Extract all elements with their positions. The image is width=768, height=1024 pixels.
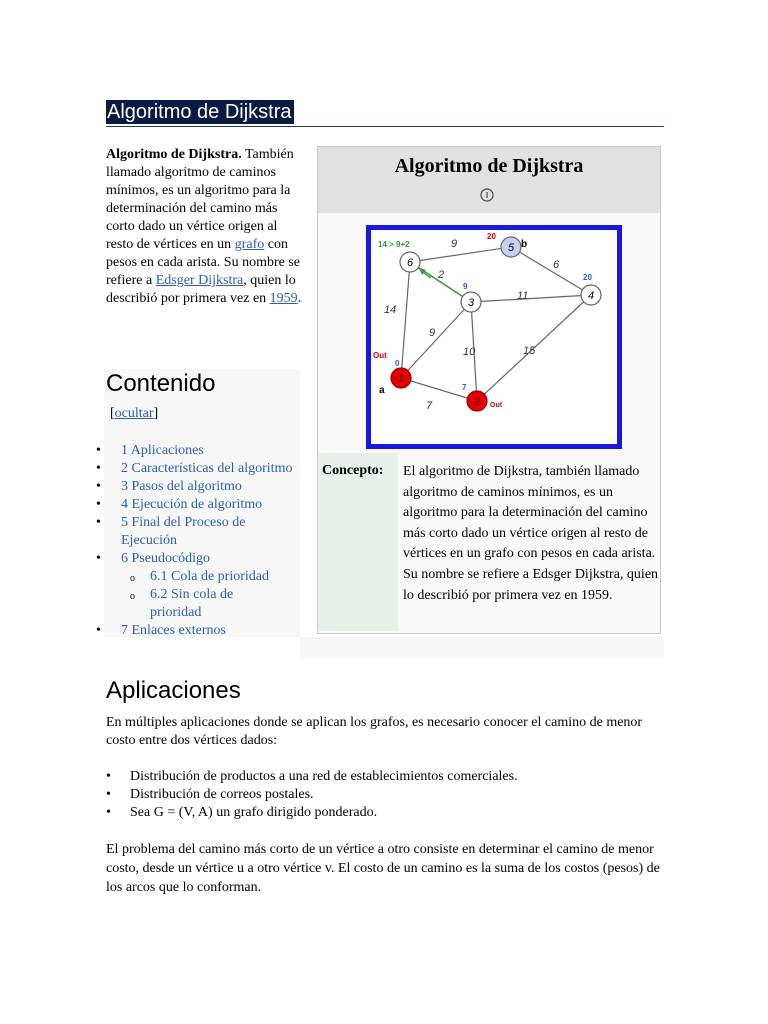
edge-3-4 (471, 295, 591, 302)
sub-bullet: o (130, 591, 135, 602)
aplicaciones-paragraph-2: El problema del camino más corto de un vértice a otro consiste en determinar el camino de menor costo, desde un vértice u a otro vértice v. El costo de un camino es la suma de los costos (pesos) de los arcos que lo conforman. (106, 842, 660, 895)
link-grafo[interactable]: grafo (234, 237, 265, 252)
edge-weight: 10 (463, 346, 476, 358)
edge-3-1 (401, 302, 471, 378)
toc-toggle-close: ] (153, 406, 159, 421)
annotation-n2: 7 (462, 383, 467, 392)
out-label-2: Out (490, 402, 503, 409)
toc-item[interactable] (96, 478, 296, 496)
intro-text-2: con pesos en cada arista. Su nombre se refiere a (106, 237, 300, 288)
edge-5-4 (511, 247, 591, 295)
bullet: • (106, 769, 111, 784)
edge-weight: 9 (451, 238, 458, 250)
toc-item-label[interactable]: 5 Final del Proceso de Ejecución (121, 515, 246, 548)
list-item (106, 804, 666, 822)
sub-bullet: o (130, 573, 135, 584)
link-edsger-dijkstra[interactable]: Edsger Dijkstra (155, 273, 244, 288)
intro-text-1: También llamado algoritmo de caminos mínimos, es un algoritmo para la determinación del camino más corto dado un vértice origen al resto de vértices en un (106, 147, 294, 252)
toc-item[interactable] (96, 460, 296, 478)
node-label: 3 (467, 297, 475, 309)
page-title: Algoritmo de Dijkstra (107, 101, 292, 123)
toc-hide-link[interactable]: ocultar (114, 406, 154, 421)
list-item (106, 768, 666, 786)
toc-box-strip (300, 637, 664, 657)
aplicaciones-list (106, 768, 666, 822)
section-title-aplicaciones: Aplicaciones (106, 677, 241, 704)
edge-weight: 15 (523, 345, 536, 357)
annotation-n5: 20 (487, 232, 496, 241)
edge-weight: 6 (553, 259, 560, 271)
annotation-n3: 9 (463, 282, 468, 291)
toc-item[interactable] (96, 496, 296, 514)
info-icon[interactable] (480, 188, 494, 202)
toc-subitem-label[interactable]: 6.1 Cola de prioridad (150, 569, 269, 584)
dijkstra-graph (371, 230, 607, 434)
node-label: 4 (587, 290, 595, 302)
edge-weight: 11 (517, 290, 529, 302)
bullet: • (96, 479, 101, 494)
toc-item-label[interactable]: 1 Aplicaciones (121, 443, 204, 458)
edge-weight: 2 (438, 269, 445, 281)
bullet: • (96, 497, 101, 512)
annotation-n6: 14 > 9+2 (378, 240, 410, 249)
toc-item[interactable] (96, 622, 296, 640)
infobox-title: Algoritmo de Dijkstra (394, 155, 584, 177)
link-1959[interactable]: 1959 (269, 291, 298, 306)
label-b: b (521, 239, 528, 250)
toc-item-label[interactable]: 7 Enlaces externos (121, 623, 226, 638)
edge-6-1 (401, 262, 410, 378)
label-a: a (379, 385, 385, 396)
toc-item-label[interactable]: 3 Pasos del algoritmo (121, 479, 242, 494)
bullet: • (106, 805, 111, 820)
toc-toggle-open: [ (110, 406, 115, 421)
concept-label-cell (318, 453, 398, 631)
concept-label: Concepto: (322, 463, 384, 478)
edge-6-5 (410, 247, 511, 262)
bullet: • (96, 623, 101, 638)
toc-subitem-label[interactable]: 6.2 Sin cola de prioridad (150, 587, 234, 620)
graph-image (366, 225, 622, 449)
intro-text-3: , quien lo describió por primera vez en (106, 273, 296, 306)
edge-weight: 9 (429, 327, 436, 339)
toc-item[interactable] (96, 550, 296, 568)
annotation-n1: 0 (395, 359, 400, 368)
edge-weight: 7 (426, 400, 433, 412)
toc-title: Contenido (106, 370, 216, 397)
bullet: • (96, 515, 101, 530)
infobox (317, 146, 661, 634)
toc-item-label[interactable]: 6 Pseudocódigo (121, 551, 211, 566)
aplicaciones-paragraph-1: En múltiples aplicaciones donde se aplican los grafos, es necesario conocer el camino de menor costo entre dos vértices dados: (106, 715, 643, 748)
list-item-text: Sea G = (V, A) un grafo dirigido ponderado. (130, 805, 378, 820)
list-item-text: Distribución de correos postales. (130, 787, 314, 802)
toc-list (96, 442, 300, 640)
toc-item-label[interactable]: 2 Características del algoritmo (121, 461, 293, 476)
toc-item[interactable] (96, 514, 296, 550)
edge-weight: 14 (384, 304, 397, 316)
bullet: • (96, 461, 101, 476)
toc-toggle (110, 406, 158, 422)
toc-item-label[interactable]: 4 Ejecución de algoritmo (121, 497, 263, 512)
title-bar (106, 100, 664, 127)
node-label: 6 (406, 257, 414, 269)
bullet: • (96, 551, 101, 566)
bullet: • (106, 787, 111, 802)
toc-item[interactable] (96, 442, 296, 460)
intro-bold: Algoritmo de Dijkstra. (106, 147, 242, 162)
node-label: 1 (397, 373, 405, 385)
intro-text-4: . (297, 291, 302, 306)
toc-subitem[interactable] (96, 568, 300, 586)
list-item (106, 786, 666, 804)
concept-text: El algoritmo de Dijkstra, también llamado algoritmo de caminos mínimos, es un algoritmo para la determinación del camino más corto dado un vértice origen al resto de vértices en un grafo con pesos en cada arista. Su nombre se refiere a Edsger Dijkstra, quien lo describió por primera vez en 1959. (403, 464, 659, 603)
annotation-n4: 20 (583, 273, 592, 282)
node-label: 5 (507, 242, 515, 254)
toc-subitem[interactable] (96, 586, 260, 622)
list-item-text: Distribución de productos a una red de establecimientos comerciales. (130, 769, 518, 784)
out-label-1: Out (373, 351, 387, 360)
intro-paragraph (106, 146, 302, 308)
node-label: 2 (473, 396, 481, 408)
bullet: • (96, 443, 101, 458)
